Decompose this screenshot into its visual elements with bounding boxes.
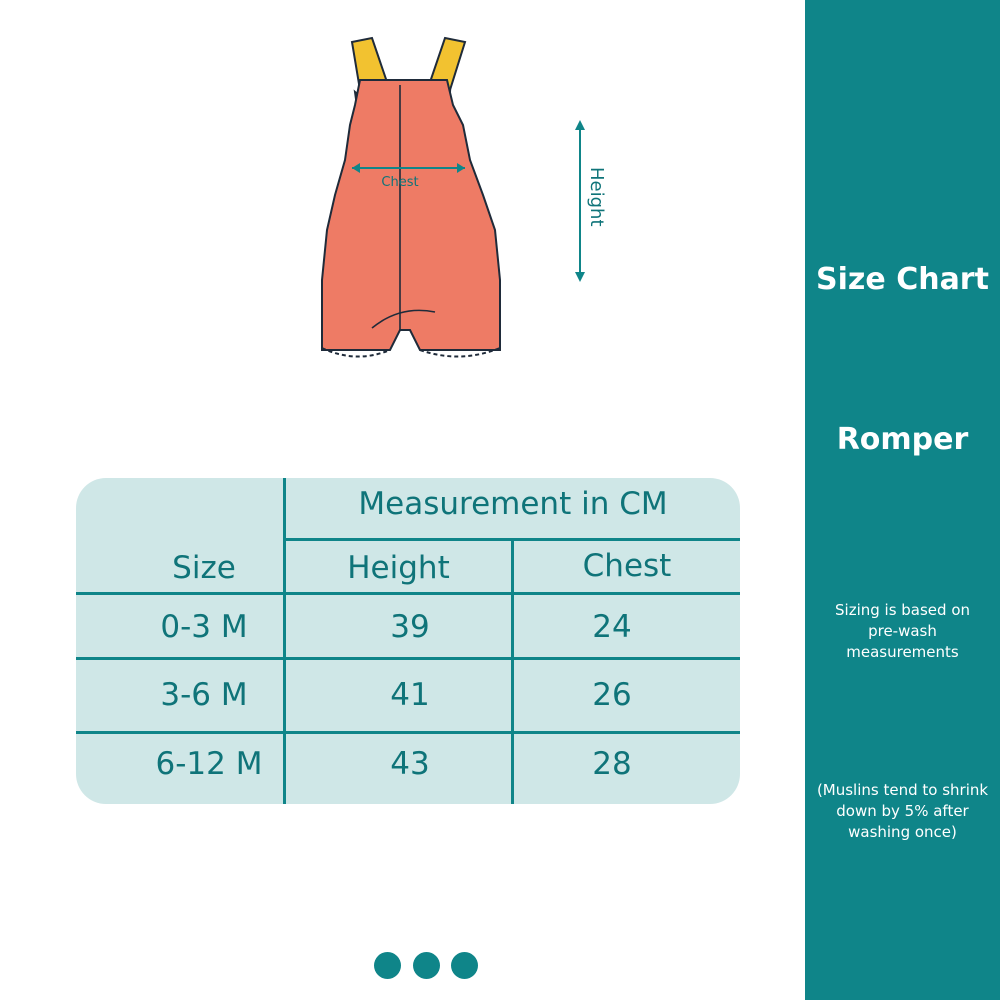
romper-drawing [300,30,630,375]
pagination-dot[interactable] [413,952,440,979]
size-table [76,478,740,804]
divider [76,657,740,660]
divider [76,592,740,595]
sidebar-title: Size Chart [816,262,989,297]
row-chest: 26 [592,677,632,713]
header-size: Size [172,550,236,586]
row-height: 39 [390,609,430,645]
header-chest: Chest [582,548,672,584]
row-height: 41 [390,677,430,713]
row-chest: 24 [592,609,632,645]
row-size: 0-3 M [160,609,248,645]
row-size: 6-12 M [155,746,263,782]
romper-illustration [300,30,630,375]
sidebar-panel [805,0,1000,1000]
chest-label: Chest [381,175,419,190]
sizing-note: Sizing is based on pre-wash measurements [835,601,971,661]
pagination-dot[interactable] [374,952,401,979]
row-height: 43 [390,746,430,782]
row-chest: 28 [592,746,632,782]
height-label: Height [586,167,607,227]
header-height: Height [347,550,450,586]
divider [76,731,740,734]
pagination-dots [374,952,484,982]
pagination-dot[interactable] [451,952,478,979]
header-measurement: Measurement in CM [358,486,668,522]
shrink-note: (Muslins tend to shrink down by 5% after washing once) [816,781,989,841]
product-name: Romper [836,422,969,457]
row-size: 3-6 M [160,677,248,713]
